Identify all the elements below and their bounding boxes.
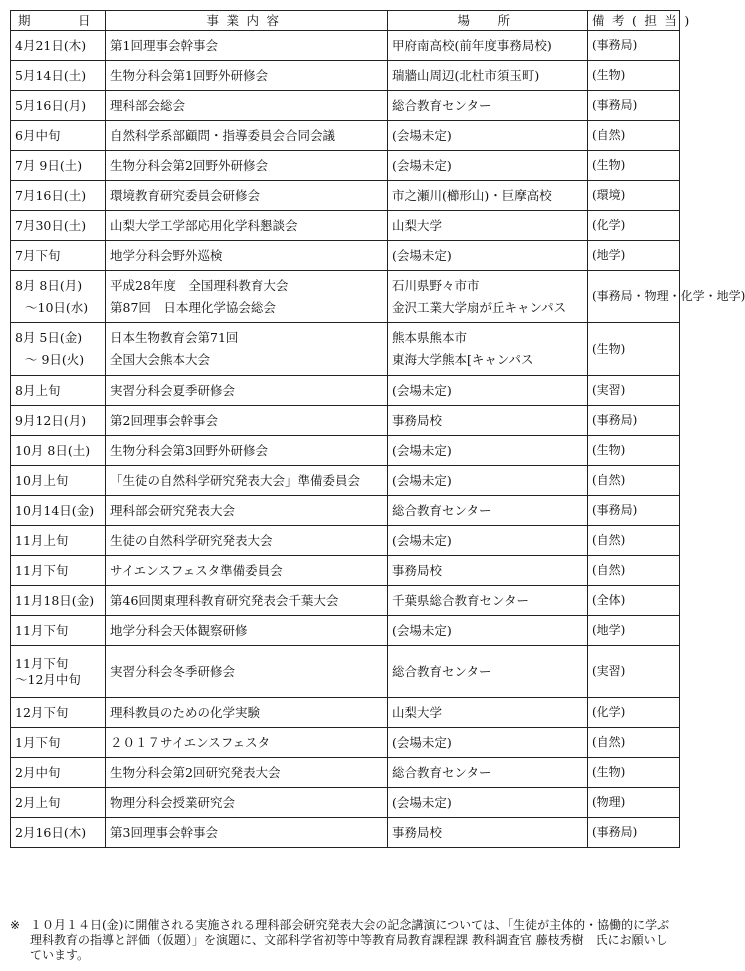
date-cell: 5月16日(月) — [11, 91, 106, 121]
place-cell: (会場未定) — [388, 728, 588, 758]
event-cell: 理科部会研究発表大会 — [106, 496, 388, 526]
date-cell: 11月下旬 — [11, 556, 106, 586]
header-period: 期 日 — [11, 11, 106, 31]
date-cell: 10月上旬 — [11, 466, 106, 496]
date-cell: 10月14日(金) — [11, 496, 106, 526]
table-row — [11, 211, 680, 241]
schedule-sheet — [10, 10, 745, 848]
table-row — [11, 181, 680, 211]
date-end: ～12月中旬 — [15, 671, 81, 687]
date-cell: 11月下旬 — [11, 616, 106, 646]
schedule-table — [10, 10, 745, 848]
date-cell: 11月上旬 — [11, 526, 106, 556]
table-row — [11, 406, 680, 436]
place-cell: (会場未定) — [388, 788, 588, 818]
date-start: 8月 8日(月) — [15, 277, 83, 293]
event-line-2: 第87回 日本理化学協会総会 — [110, 299, 276, 315]
date-cell: 7月30日(土) — [11, 211, 106, 241]
remarks-cell: (事務局・物理・化学・地学) — [588, 271, 680, 323]
remarks-cell: (生物) — [588, 758, 680, 788]
date-cell: 10月 8日(土) — [11, 436, 106, 466]
table-header-row — [11, 11, 680, 31]
remarks-cell: (全体) — [588, 586, 680, 616]
date-cell: 5月14日(土) — [11, 61, 106, 91]
place-cell: 山梨大学 — [388, 698, 588, 728]
date-cell — [11, 271, 106, 323]
place-cell: 瑞牆山周辺(北杜市須玉町) — [388, 61, 588, 91]
table-row — [11, 646, 680, 698]
table-row — [11, 61, 680, 91]
event-cell: 理科部会総会 — [106, 91, 388, 121]
date-cell — [11, 323, 106, 376]
date-cell: 7月下旬 — [11, 241, 106, 271]
event-cell: 地学分科会野外巡検 — [106, 241, 388, 271]
table-row — [11, 526, 680, 556]
date-cell: 8月上旬 — [11, 376, 106, 406]
remarks-cell: (生物) — [588, 61, 680, 91]
event-cell: 第2回理事会幹事会 — [106, 406, 388, 436]
event-cell: サイエンスフェスタ準備委員会 — [106, 556, 388, 586]
remarks-cell: (物理) — [588, 788, 680, 818]
place-cell: 山梨大学 — [388, 211, 588, 241]
remarks-cell: (地学) — [588, 616, 680, 646]
table-row — [11, 271, 680, 323]
place-line-1: 熊本県熊本市 — [392, 330, 468, 345]
event-cell: 第3回理事会幹事会 — [106, 818, 388, 848]
table-row — [11, 241, 680, 271]
place-cell: 事務局校 — [388, 406, 588, 436]
date-cell: 2月中旬 — [11, 758, 106, 788]
place-cell: 総合教育センター — [388, 496, 588, 526]
table-row — [11, 91, 680, 121]
event-cell: 理科教員のための化学実験 — [106, 698, 388, 728]
place-cell: 千葉県総合教育センター — [388, 586, 588, 616]
place-cell: (会場未定) — [388, 436, 588, 466]
event-cell: 生物分科会第1回野外研修会 — [106, 61, 388, 91]
footnote-text: １０月１４日(金)に開催される実施される理科部会研究発表大会の記念講演については、「生徒が主体的・協働的に学ぶ理科教育の指導と評価（仮題）」を演題に、文部科学省初等中等教育局教育課程課 教科調査官 藤枝秀樹 氏にお願いしています。 — [30, 918, 670, 962]
table-row — [11, 758, 680, 788]
table-row — [11, 31, 680, 61]
place-cell: (会場未定) — [388, 526, 588, 556]
remarks-cell: (化学) — [588, 211, 680, 241]
place-cell: (会場未定) — [388, 466, 588, 496]
remarks-cell: (化学) — [588, 698, 680, 728]
event-cell: 物理分科会授業研究会 — [106, 788, 388, 818]
table-row — [11, 556, 680, 586]
table-row — [11, 728, 680, 758]
date-cell: 7月16日(土) — [11, 181, 106, 211]
remarks-cell: (事務局) — [588, 496, 680, 526]
date-cell: 7月 9日(土) — [11, 151, 106, 181]
date-cell: 2月16日(木) — [11, 818, 106, 848]
event-cell: 環境教育研究委員会研修会 — [106, 181, 388, 211]
event-cell: 第46回関東理科教育研究発表会千葉大会 — [106, 586, 388, 616]
event-cell: 生物分科会第2回研究発表大会 — [106, 758, 388, 788]
date-cell: 2月上旬 — [11, 788, 106, 818]
table-row — [11, 121, 680, 151]
place-cell: 総合教育センター — [388, 758, 588, 788]
remarks-cell: (生物) — [588, 151, 680, 181]
date-cell: 4月21日(木) — [11, 31, 106, 61]
place-cell: 市之瀬川(櫛形山)・巨摩高校 — [388, 181, 588, 211]
place-cell: 総合教育センター — [388, 91, 588, 121]
date-cell: 6月中旬 — [11, 121, 106, 151]
event-cell: 生徒の自然科学研究発表大会 — [106, 526, 388, 556]
place-line-2: 金沢工業大学扇が丘キャンパス — [392, 299, 567, 315]
event-cell: 地学分科会天体観察研修 — [106, 616, 388, 646]
place-cell: 事務局校 — [388, 556, 588, 586]
table-row — [11, 818, 680, 848]
event-line-1: 平成28年度 全国理科教育大会 — [110, 277, 289, 293]
remarks-cell: (自然) — [588, 466, 680, 496]
place-line-2: 東海大学熊本[キャンパス — [392, 352, 534, 367]
date-start: 8月 5日(金) — [15, 330, 83, 345]
event-cell: 第1回理事会幹事会 — [106, 31, 388, 61]
remarks-cell: (環境) — [588, 181, 680, 211]
place-cell: 事務局校 — [388, 818, 588, 848]
table-row — [11, 698, 680, 728]
table-row — [11, 323, 680, 376]
table-row — [11, 496, 680, 526]
footnote — [10, 918, 679, 963]
date-end: ～10日(水) — [25, 299, 89, 315]
event-cell: 自然科学系部顧問・指導委員会合同会議 — [106, 121, 388, 151]
remarks-cell: (生物) — [588, 323, 680, 376]
schedule-body — [11, 31, 745, 848]
table-row — [11, 151, 680, 181]
place-cell: (会場未定) — [388, 151, 588, 181]
place-cell: 甲府南高校(前年度事務局校) — [388, 31, 588, 61]
remarks-cell: (事務局) — [588, 91, 680, 121]
header-place: 場 所 — [388, 11, 588, 31]
event-line-2: 全国大会熊本大会 — [110, 352, 211, 367]
place-cell — [388, 323, 588, 376]
footnote-mark: ※ — [10, 918, 21, 932]
place-cell — [388, 271, 588, 323]
date-start: 11月下旬 — [15, 655, 69, 671]
place-cell: (会場未定) — [388, 616, 588, 646]
header-remarks: 備考(担当) — [588, 11, 680, 31]
date-cell — [11, 646, 106, 698]
event-cell: 実習分科会夏季研修会 — [106, 376, 388, 406]
place-cell: (会場未定) — [388, 376, 588, 406]
event-line-1: 日本生物教育会第71回 — [110, 330, 239, 345]
remarks-cell: (自然) — [588, 556, 680, 586]
table-row — [11, 466, 680, 496]
place-cell: (会場未定) — [388, 121, 588, 151]
event-cell: 生物分科会第2回野外研修会 — [106, 151, 388, 181]
date-cell: 11月18日(金) — [11, 586, 106, 616]
remarks-cell: (自然) — [588, 121, 680, 151]
remarks-cell: (自然) — [588, 526, 680, 556]
header-event: 事業内容 — [106, 11, 388, 31]
table-row — [11, 376, 680, 406]
event-cell — [106, 323, 388, 376]
date-cell: 9月12日(月) — [11, 406, 106, 436]
remarks-cell: (地学) — [588, 241, 680, 271]
remarks-cell: (事務局) — [588, 818, 680, 848]
event-cell: 「生徒の自然科学研究発表大会」準備委員会 — [106, 466, 388, 496]
place-line-1: 石川県野々市市 — [392, 277, 480, 293]
place-cell: (会場未定) — [388, 241, 588, 271]
place-cell: 総合教育センター — [388, 646, 588, 698]
table-row — [11, 586, 680, 616]
table-row — [11, 436, 680, 466]
date-cell: 1月下旬 — [11, 728, 106, 758]
date-end: ～ 9日(火) — [25, 352, 85, 367]
event-cell — [106, 271, 388, 323]
remarks-cell: (事務局) — [588, 31, 680, 61]
event-cell: 山梨大学工学部応用化学科懇談会 — [106, 211, 388, 241]
remarks-cell: (自然) — [588, 728, 680, 758]
event-cell: ２０１７サイエンスフェスタ — [106, 728, 388, 758]
table-row — [11, 788, 680, 818]
event-cell: 実習分科会冬季研修会 — [106, 646, 388, 698]
date-cell: 12月下旬 — [11, 698, 106, 728]
table-row — [11, 616, 680, 646]
remarks-cell: (実習) — [588, 376, 680, 406]
remarks-cell: (生物) — [588, 436, 680, 466]
remarks-cell: (実習) — [588, 646, 680, 698]
event-cell: 生物分科会第3回野外研修会 — [106, 436, 388, 466]
remarks-cell: (事務局) — [588, 406, 680, 436]
